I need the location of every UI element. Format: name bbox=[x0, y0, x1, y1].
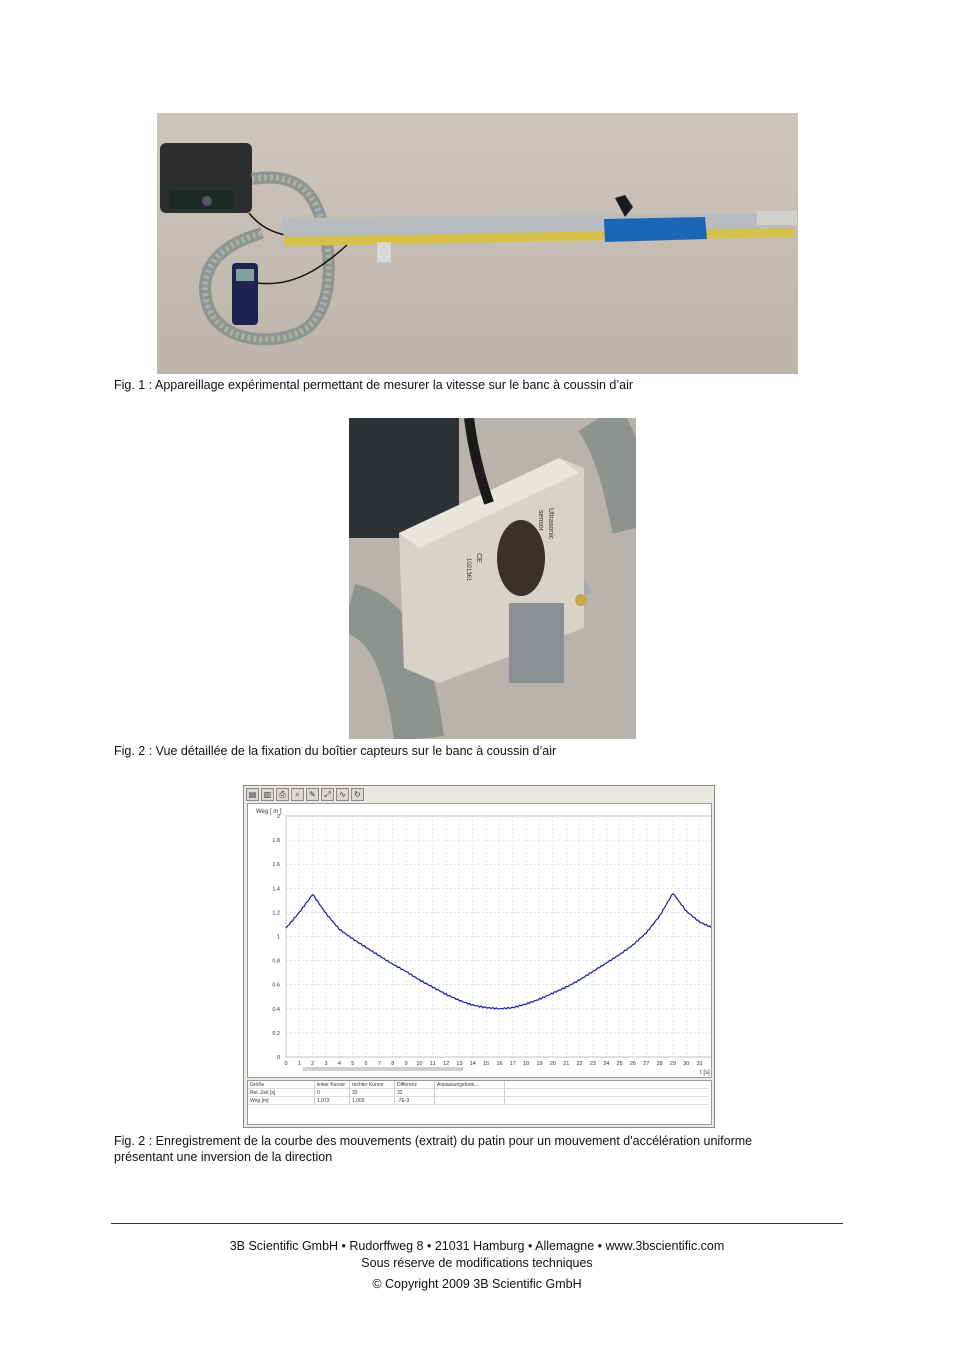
x-tick-label: 20 bbox=[549, 1061, 556, 1067]
table-cell: Weg [m] bbox=[248, 1097, 315, 1105]
x-axis-end-label: t [s] bbox=[700, 1070, 710, 1076]
x-tick-label: 24 bbox=[603, 1061, 610, 1067]
table-row bbox=[248, 1097, 709, 1105]
y-tick-label: 0.4 bbox=[272, 1006, 280, 1013]
series-line-weg bbox=[286, 894, 711, 1009]
y-tick-label: 1 bbox=[276, 934, 280, 941]
x-tick-label: 31 bbox=[696, 1061, 703, 1067]
y-tick-label: 1.4 bbox=[272, 886, 280, 893]
figure-3-caption-line-2: présentant une inversion de la direction bbox=[114, 1150, 333, 1164]
figure-2-caption: Fig. 2 : Vue détaillée de la fixation du boîtier capteurs sur le banc à coussin d’air bbox=[114, 744, 557, 758]
footer-address: 3B Scientific GmbH • Rudorffweg 8 • 21031 Hamburg • Allemagne • www.3bscientific.com bbox=[229, 1239, 725, 1253]
x-tick-label: 28 bbox=[656, 1061, 663, 1067]
air-track-setup-illustration bbox=[157, 113, 798, 374]
open-icon[interactable]: ▥ bbox=[261, 788, 274, 801]
x-tick-label: 12 bbox=[443, 1061, 450, 1067]
x-tick-label: 10 bbox=[416, 1061, 423, 1067]
y-tick-label: 1.2 bbox=[272, 910, 280, 917]
y-tick-label: 0.6 bbox=[272, 982, 280, 989]
footer-notice: Sous réserve de modifications techniques bbox=[361, 1256, 593, 1270]
zoom-icon[interactable]: ⌕ bbox=[291, 788, 304, 801]
y-axis-label: Weg [ m ] bbox=[256, 809, 282, 815]
y-tick-label: 1.8 bbox=[272, 838, 280, 845]
table-cell bbox=[435, 1097, 505, 1105]
figure-2-photo bbox=[349, 418, 636, 739]
table-cell: 32 bbox=[350, 1089, 395, 1097]
table-row bbox=[248, 1089, 709, 1097]
x-tick-label: 25 bbox=[616, 1061, 623, 1067]
fit-icon[interactable]: ⤢ bbox=[321, 788, 334, 801]
x-tick-label: 2 bbox=[311, 1061, 315, 1067]
footer-copyright: © Copyright 2009 3B Scientific GmbH bbox=[372, 1277, 582, 1291]
table-cell: 1.065 bbox=[350, 1097, 395, 1105]
x-tick-label: 17 bbox=[509, 1061, 516, 1067]
table-cell bbox=[435, 1089, 505, 1097]
pen-icon[interactable]: ✎ bbox=[306, 788, 319, 801]
x-tick-label: 16 bbox=[496, 1061, 503, 1067]
figure-3-caption-line-1: Fig. 2 : Enregistrement de la courbe des mouvements (extrait) du patin pour un mouvement d'accélération uniforme bbox=[114, 1134, 753, 1148]
x-tick-label: 11 bbox=[429, 1061, 436, 1067]
x-tick-label: 21 bbox=[563, 1061, 570, 1067]
y-tick-label: 0.2 bbox=[272, 1030, 280, 1037]
footer-divider bbox=[111, 1223, 843, 1224]
table-cell: 32 bbox=[395, 1089, 435, 1097]
x-tick-label: 22 bbox=[576, 1061, 583, 1067]
table-cell: Rel. Zeit [s] bbox=[248, 1089, 315, 1097]
position-time-chart bbox=[248, 804, 711, 1077]
refresh-icon[interactable]: ↻ bbox=[351, 788, 364, 801]
x-tick-label: 27 bbox=[643, 1061, 650, 1067]
x-tick-label: 15 bbox=[483, 1061, 490, 1067]
table-header-cell: Anpassungsfunk... bbox=[435, 1081, 505, 1089]
cursor-table bbox=[247, 1080, 712, 1125]
x-tick-label: 14 bbox=[469, 1061, 476, 1067]
table-cell: 1.072 bbox=[315, 1097, 350, 1105]
x-tick-label: 3 bbox=[324, 1061, 328, 1067]
figure-3-caption bbox=[114, 1133, 814, 1165]
x-tick-label: 0 bbox=[284, 1061, 288, 1067]
x-tick-label: 4 bbox=[337, 1061, 341, 1067]
table-header-cell: linker Kursor bbox=[315, 1081, 350, 1089]
sensor-label-number: 1021361 bbox=[465, 558, 471, 582]
sensor-mount-illustration bbox=[349, 418, 636, 739]
y-tick-label: 2 bbox=[276, 814, 280, 820]
measurement-software-window bbox=[243, 785, 715, 1128]
x-tick-label: 26 bbox=[629, 1061, 636, 1067]
x-tick-label: 5 bbox=[351, 1061, 355, 1067]
sensor-label-ce: CE bbox=[475, 553, 482, 563]
x-tick-label: 9 bbox=[404, 1061, 408, 1067]
x-tick-label: 30 bbox=[683, 1061, 690, 1067]
toolbar bbox=[246, 788, 364, 802]
table-cell: 0 bbox=[315, 1089, 350, 1097]
x-tick-label: 18 bbox=[523, 1061, 530, 1067]
sensor-label-ultrasonic: Ultrasonic bbox=[547, 508, 554, 540]
x-tick-label: 8 bbox=[391, 1061, 395, 1067]
x-tick-label: 29 bbox=[669, 1061, 677, 1067]
x-tick-label: 23 bbox=[589, 1061, 596, 1067]
x-tick-label: 13 bbox=[456, 1061, 463, 1067]
save-icon[interactable]: ▤ bbox=[246, 788, 259, 801]
table-header-cell: Größe bbox=[248, 1081, 315, 1089]
table-cell: -7E-3 bbox=[395, 1097, 435, 1105]
table-header-row bbox=[248, 1081, 709, 1089]
x-tick-label: 19 bbox=[536, 1061, 543, 1067]
y-tick-label: 0 bbox=[276, 1055, 280, 1061]
chart-plot-area bbox=[247, 803, 712, 1078]
figure-1-photo bbox=[157, 113, 798, 374]
print-icon[interactable]: ⎙ bbox=[276, 788, 289, 801]
x-tick-label: 7 bbox=[377, 1061, 381, 1067]
graph-icon[interactable]: ∿ bbox=[336, 788, 349, 801]
x-tick-label: 6 bbox=[364, 1061, 368, 1067]
y-tick-label: 0.8 bbox=[272, 958, 280, 965]
x-tick-label: 1 bbox=[297, 1061, 301, 1067]
horizontal-scrollbar[interactable] bbox=[303, 1067, 463, 1071]
figure-1-caption: Fig. 1 : Appareillage expérimental permettant de mesurer la vitesse sur le banc à coussin d’air bbox=[114, 378, 634, 392]
table-header-cell: Differenz bbox=[395, 1081, 435, 1089]
sensor-label-sensor: sensor bbox=[537, 510, 544, 532]
y-tick-label: 1.6 bbox=[272, 862, 280, 869]
table-header-cell: rechter Kursor bbox=[350, 1081, 395, 1089]
